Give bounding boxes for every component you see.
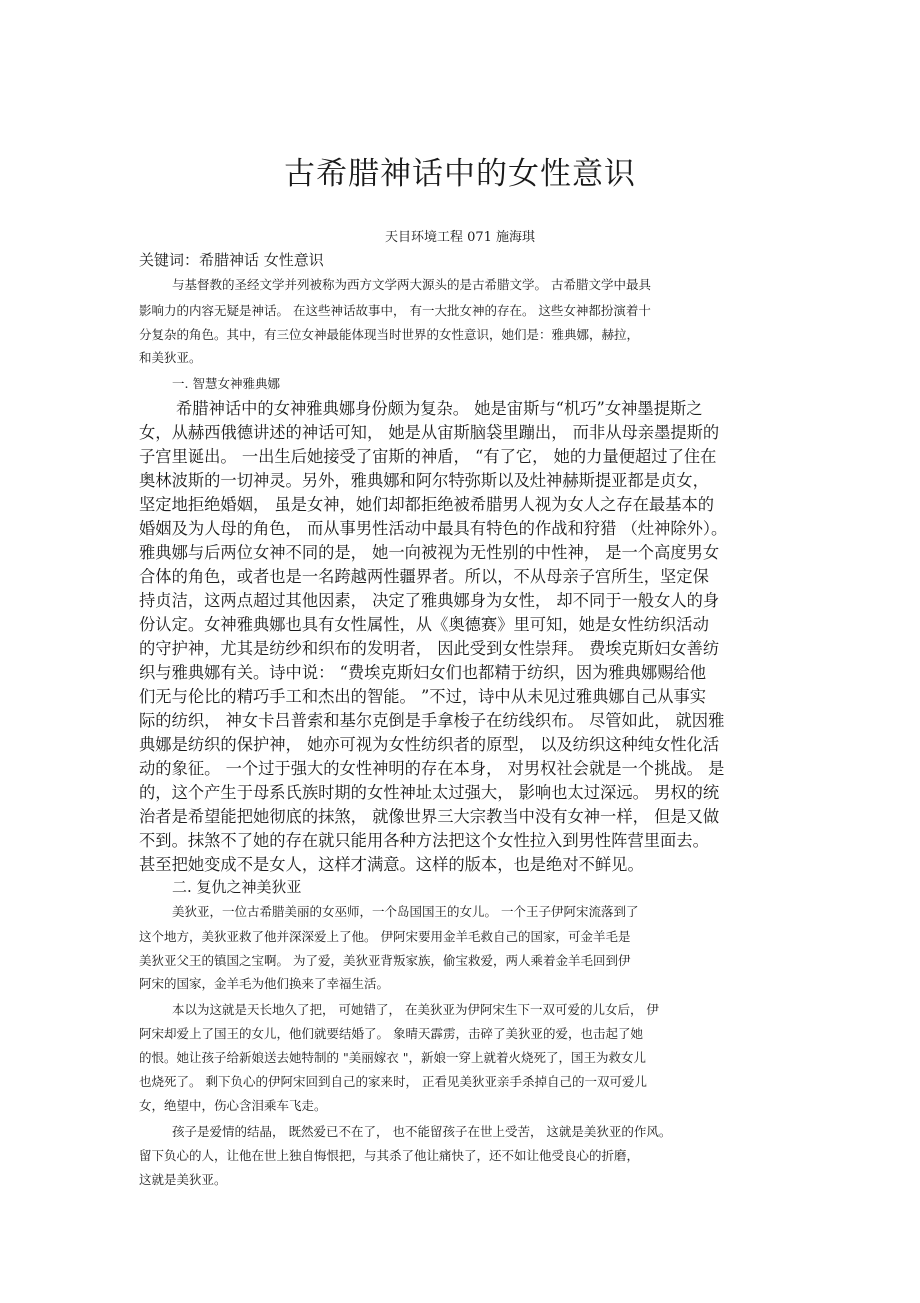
body-line: 不到。抹煞不了她的存在就只能用各种方法把这个女性拉入到男性阵营里面去。 bbox=[139, 831, 709, 850]
body-line: 们无与伦比的精巧手工和杰出的智能。 ”不过，诗中从未见过雅典娜自己从事实 bbox=[139, 687, 707, 706]
intro-line: 分复杂的角色。其中，有三位女神最能体现当时世界的女性意识，她们是：雅典娜，赫拉， bbox=[139, 327, 640, 342]
author-line: 天目环境工程 071 施海琪 bbox=[384, 230, 536, 245]
body-line: 合体的角色，或者也是一名跨越两性疆界者。所以，不从母亲子宫所生，坚定保 bbox=[139, 567, 709, 586]
intro-line: 和美狄亚。 bbox=[139, 350, 202, 365]
intro-line: 影响力的内容无疑是神话。 在这些神话故事中， 有一大批女神的存在。 这些女神都扮演着十 bbox=[139, 303, 651, 318]
body-line: 坚定地拒绝婚姻， 虽是女神，她们却都拒绝被希腊男人视为女人之存在最基本的 bbox=[139, 495, 715, 514]
body-line: 甚至把她变成不是女人，这样才满意。这样的版本，也是绝对不鲜见。 bbox=[139, 855, 644, 874]
body-line: 奥林波斯的一切神灵。另外，雅典娜和阿尔特弥斯以及灶神赫斯提亚都是贞女， bbox=[139, 471, 709, 490]
body-line: 也烧死了。 剩下负心的伊阿宋回到自己的家来时， 正看见美狄亚亲手杀掉自己的一双可爱儿 bbox=[139, 1074, 647, 1089]
body-line: 份认定。女神雅典娜也具有女性属性，从《奥德赛》里可知，她是女性纺织活动 bbox=[139, 615, 709, 634]
body-line: 典娜是纺织的保护神， 她亦可视为女性纺织者的原型， 以及纺织这种纯女性化活 bbox=[139, 735, 720, 754]
body-line: 这个地方，美狄亚救了他并深深爱上了他。 伊阿宋要用金羊毛救自己的国家，可金羊毛是 bbox=[139, 929, 631, 944]
body-line: 这就是美狄亚。 bbox=[139, 1172, 227, 1187]
body-line: 留下负心的人，让他在世上独自悔恨把，与其杀了他让痛快了，还不如让他受良心的折磨， bbox=[139, 1148, 640, 1163]
section-heading: 二. 复仇之神美狄亚 bbox=[172, 878, 302, 896]
body-line: 的，这个产生于母系氏族时期的女性神址太过强大， 影响也太过深远。 男权的统 bbox=[139, 783, 720, 802]
body-line: 本以为这就是天长地久了把， 可她错了， 在美狄亚为伊阿宋生下一双可爱的儿女后， 伊 bbox=[172, 1002, 659, 1017]
body-line: 动的象征。 一个过于强大的女性神明的存在本身， 对男权社会就是一个挑战。 是 bbox=[139, 759, 725, 778]
body-line: 希腊神话中的女神雅典娜身份颇为复杂。 她是宙斯与“机巧”女神墨提斯之 bbox=[176, 399, 703, 418]
body-line: 雅典娜与后两位女神不同的是， 她一向被视为无性别的中性神， 是一个高度男女 bbox=[139, 543, 720, 562]
body-line: 阿宋却爱上了国王的女儿，他们就要结婚了。 象晴天霹雳，击碎了美狄亚的爱，也击起了她 bbox=[139, 1026, 643, 1041]
body-line: 女，从赫西俄德讲述的神话可知， 她是从宙斯脑袋里蹦出， 而非从母亲墨提斯的 bbox=[139, 423, 720, 442]
body-line: 织与雅典娜有关。诗中说： “费埃克斯妇女们也都精于纺织，因为雅典娜赐给他 bbox=[139, 663, 707, 682]
document-title: 古希腊神话中的女性意识 bbox=[284, 156, 636, 192]
body-line: 治者是希望能把她彻底的抹煞， 就像世界三大宗教当中没有女神一样， 但是又做 bbox=[139, 807, 720, 826]
intro-line: 与基督教的圣经文学并列被称为西方文学两大源头的是古希腊文学。 古希腊文学中最具 bbox=[172, 277, 651, 292]
body-line: 持贞洁，这两点超过其他因素， 决定了雅典娜身为女性， 却不同于一般女人的身 bbox=[139, 591, 720, 610]
body-line: 子宫里诞出。 一出生后她接受了宙斯的神盾， “有了它， 她的力量便超过了住在 bbox=[139, 447, 717, 466]
body-line: 美狄亚父王的镇国之宝啊。 为了爱，美狄亚背叛家族，偷宝救爱，两人乘着金羊毛回到伊 bbox=[139, 953, 631, 968]
body-line: 际的纺织， 神女卡吕普索和基尔克倒是手拿梭子在纺线织布。 尽管如此， 就因雅 bbox=[139, 711, 725, 730]
body-line: 美狄亚，一位古希腊美丽的女巫师，一个岛国国王的女儿。 一个王子伊阿宋流落到了 bbox=[172, 904, 639, 919]
body-line: 女，绝望中，伤心含泪乘车飞走。 bbox=[139, 1098, 327, 1113]
body-line: 婚姻及为人母的角色， 而从事男性活动中最具有特色的作战和狩猎 （灶神除外）。 bbox=[139, 519, 728, 538]
body-line: 的守护神，尤其是纺纱和织布的发明者， 因此受到女性崇拜。 费埃克斯妇女善纺 bbox=[139, 639, 720, 658]
keywords-line: 关键词：希腊神话 女性意识 bbox=[139, 251, 324, 269]
section-heading: 一. 智慧女神雅典娜 bbox=[172, 376, 280, 391]
body-line: 阿宋的国家，金羊毛为他们换来了幸福生活。 bbox=[139, 976, 390, 991]
body-line: 的恨。她让孩子给新娘送去她特制的 "美丽嫁衣 "，新娘一穿上就着火烧死了，国王为救女儿 bbox=[139, 1050, 646, 1065]
body-line: 孩子是爱情的结晶， 既然爱已不在了， 也不能留孩子在世上受苦， 这就是美狄亚的作风。 bbox=[172, 1124, 672, 1139]
